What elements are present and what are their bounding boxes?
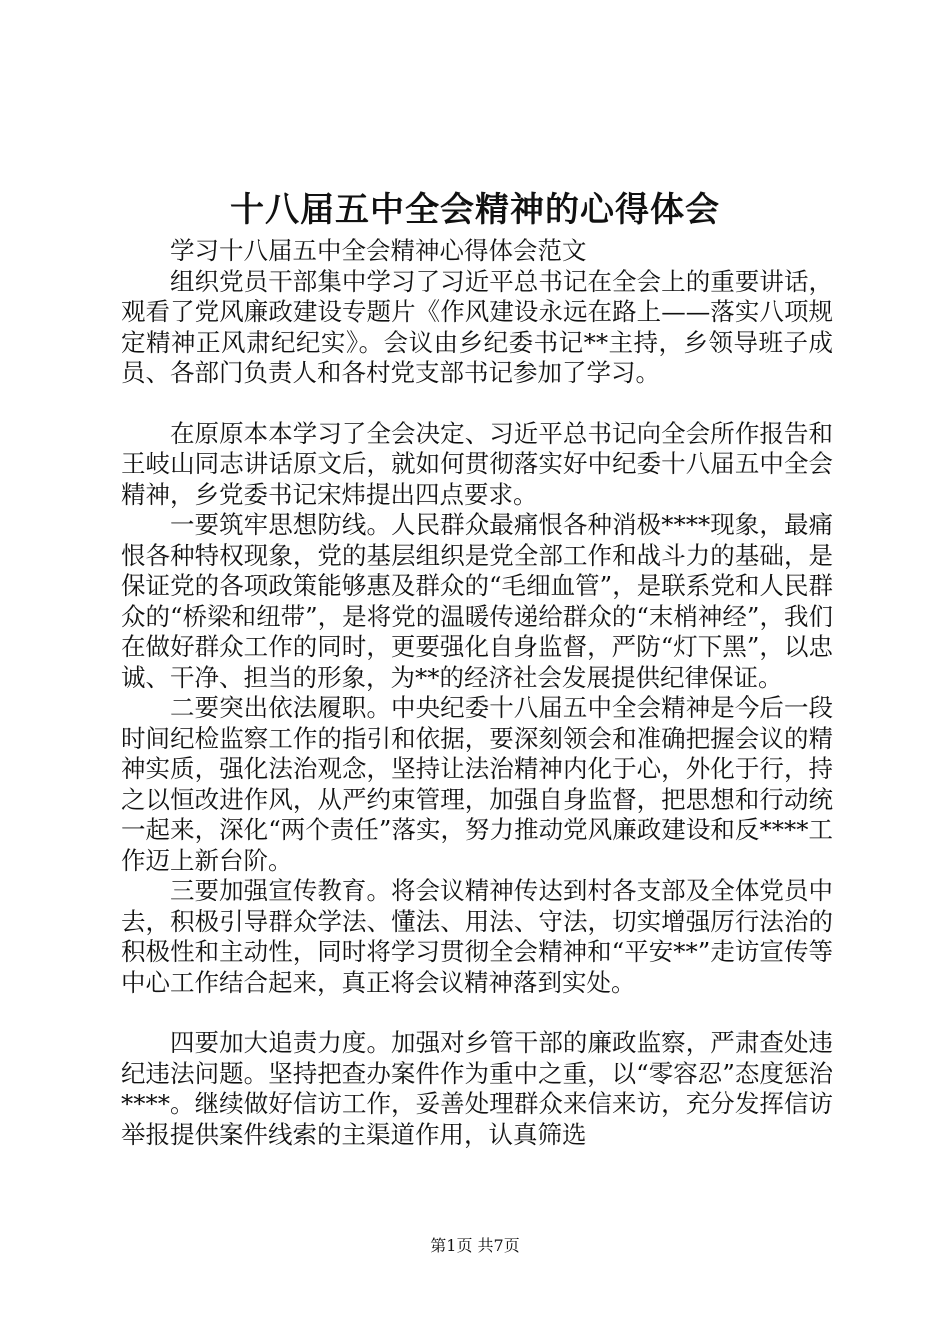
paragraph-4: 二要突出依法履职。中央纪委十八届五中全会精神是今后一段时间纪检监察工作的指引和依据，要深刻领会和准确把握会议的精神实质，强化法治观念，坚持让法治精神内化于心，外化于行，持之以恒改进作风，从严约束管理，加强自身监督，把思想和行动统一起来，深化“两个责任”落实，努力推动党风廉政建设和反****工作迈上新台阶。: [121, 693, 833, 875]
paragraph-2: 在原原本本学习了全会决定、习近平总书记向全会所作报告和王岐山同志讲话原文后，就如何贯彻落实好中纪委十八届五中全会精神，乡党委书记宋炜提出四点要求。: [121, 418, 833, 509]
paragraph-subtitle: 学习十八届五中全会精神心得体会范文: [170, 236, 587, 265]
document-body: [121, 236, 833, 1150]
paragraph-3: 一要筑牢思想防线。人民群众最痛恨各种消极****现象，最痛恨各种特权现象，党的基层组织是党全部工作和战斗力的基础，是保证党的各项政策能够惠及群众的“毛细血管”，是联系党和人民群众的“桥梁和纽带”，是将党的温暖传递给群众的“末梢神经”，我们在做好群众工作的同时，更要强化自身监督，严防“灯下黑”，以忠诚、干净、担当的形象，为**的经济社会发展提供纪律保证。: [121, 510, 833, 692]
paragraph-5: 三要加强宣传教育。将会议精神传达到村各支部及全体党员中去，积极引导群众学法、懂法、用法、守法，切实增强厉行法治的积极性和主动性，同时将学习贯彻全会精神和“平安**”走访宣传等中心工作结合起来，真正将会议精神落到实处。: [121, 876, 833, 997]
paragraph-6: 四要加大追责力度。加强对乡管干部的廉政监察，严肃查处违纪违法问题。坚持把查办案件作为重中之重，以“零容忍”态度惩治****。继续做好信访工作，妥善处理群众来信来访，充分发挥信访举报提供案件线索的主渠道作用，认真筛选: [121, 1028, 833, 1149]
paragraph-1: 组织党员干部集中学习了习近平总书记在全会上的重要讲话，观看了党风廉政建设专题片《作风建设永远在路上——落实八项规定精神正风肃纪纪实》。会议由乡纪委书记**主持，乡领导班子成员、各部门负责人和各村党支部书记参加了学习。: [121, 266, 833, 387]
page-footer: 第1页 共7页: [430, 1236, 520, 1255]
document-title: 十八届五中全会精神的心得体会: [230, 190, 720, 230]
